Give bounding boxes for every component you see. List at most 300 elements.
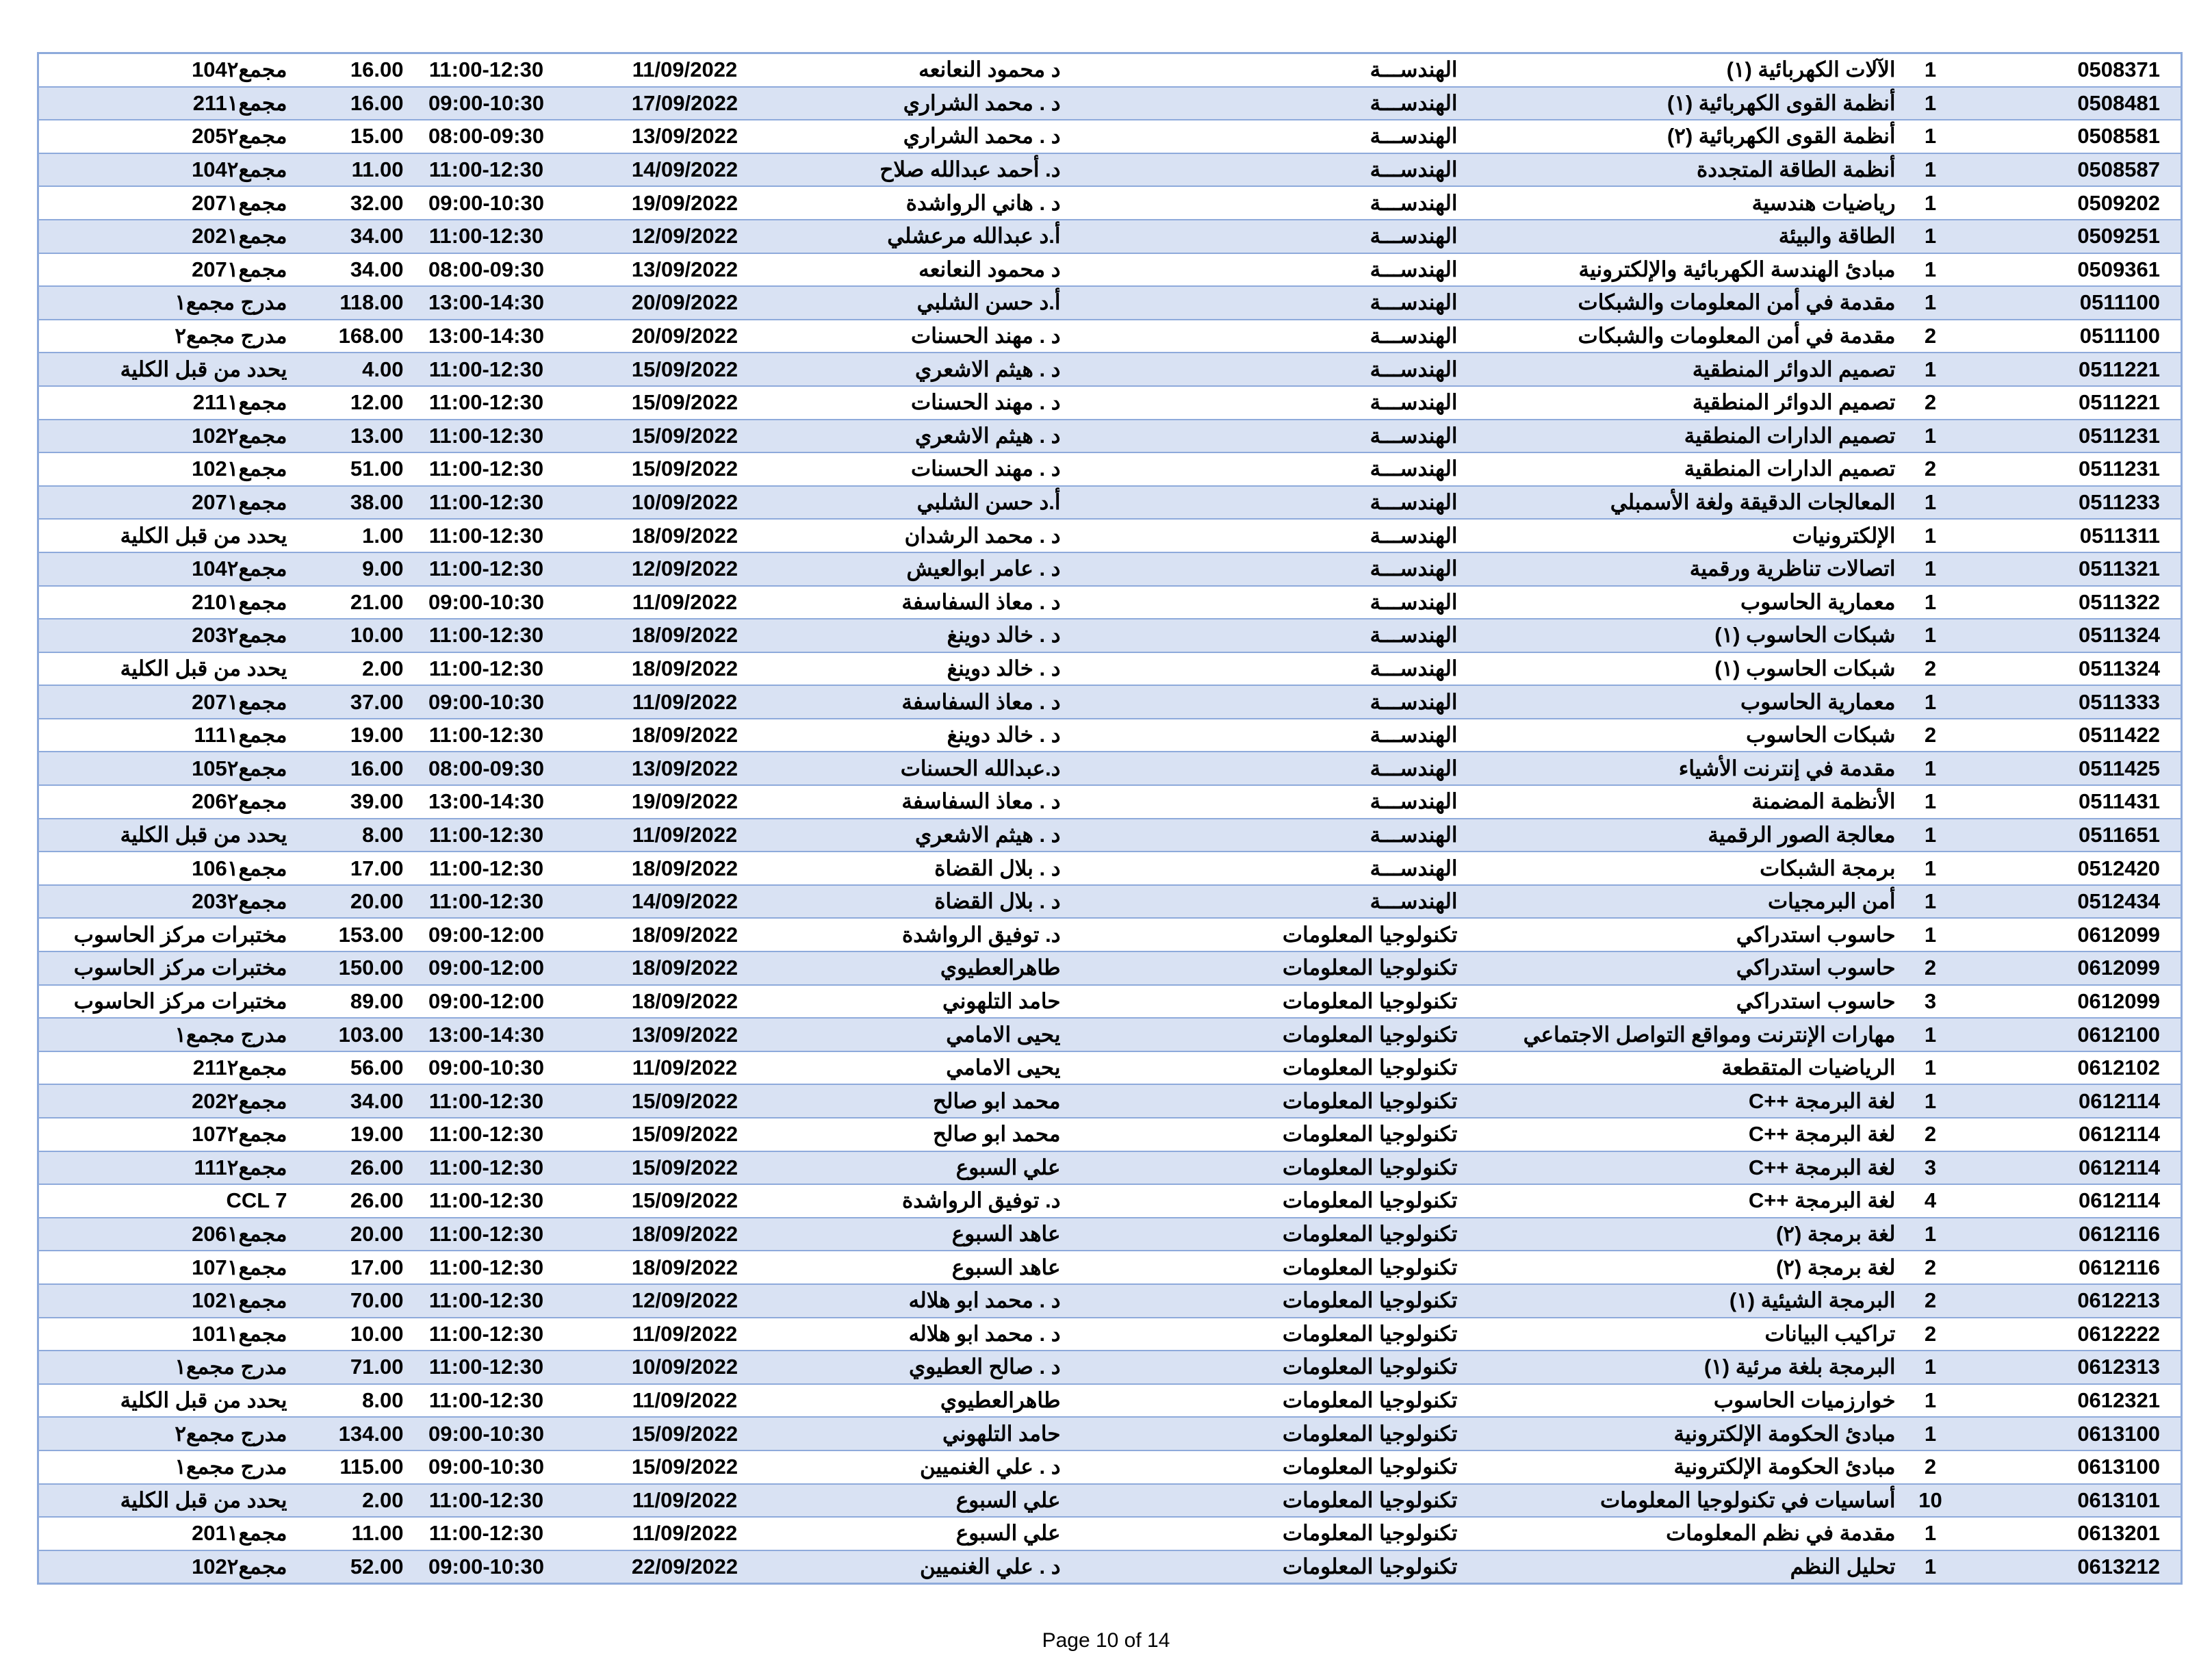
- course-name-cell: الإلكترونيات: [1462, 519, 1900, 552]
- time-cell: 09:00-10:30: [408, 1450, 565, 1484]
- room-cell: مدرج مجمع١: [38, 1450, 292, 1484]
- instructor-cell: أ.د حسن الشلبي: [805, 486, 1065, 520]
- time-cell: 09:00-10:30: [408, 1417, 565, 1450]
- count-cell: 11.00: [292, 1517, 408, 1550]
- section-cell: 1: [1900, 186, 1962, 220]
- table-row: [38, 87, 2182, 120]
- room-cell: 205مجمع٢: [38, 120, 292, 153]
- course-name-cell: لغة البرمجة ++C: [1462, 1084, 1900, 1118]
- course-name-cell: خوارزميات الحاسوب: [1462, 1384, 1900, 1418]
- count-cell: 16.00: [292, 87, 408, 120]
- course-name-cell: لغة البرمجة ++C: [1462, 1118, 1900, 1151]
- section-cell: 1: [1900, 685, 1962, 719]
- date-cell: 11/09/2022: [565, 1318, 805, 1351]
- date-cell: 10/09/2022: [565, 486, 805, 520]
- date-cell: 11/09/2022: [565, 1517, 805, 1550]
- course-name-cell: مقدمة في إنترنت الأشياء: [1462, 752, 1900, 785]
- table-body: [38, 53, 2182, 1584]
- time-cell: 11:00-12:30: [408, 353, 565, 386]
- count-cell: 15.00: [292, 120, 408, 153]
- count-cell: 52.00: [292, 1550, 408, 1584]
- count-cell: 89.00: [292, 985, 408, 1019]
- date-cell: 15/09/2022: [565, 1151, 805, 1185]
- instructor-cell: د محمود النعانعه: [805, 253, 1065, 287]
- count-cell: 10.00: [292, 1318, 408, 1351]
- section-cell: 3: [1900, 985, 1962, 1019]
- course-name-cell: تصميم الدارات المنطقية: [1462, 452, 1900, 486]
- date-cell: 18/09/2022: [565, 985, 805, 1019]
- table-row: [38, 652, 2182, 686]
- table-row: [38, 452, 2182, 486]
- course-name-cell: المعالجات الدقيقة ولغة الأسمبلي: [1462, 486, 1900, 520]
- faculty-cell: تكنولوجيا المعلومات: [1065, 1084, 1462, 1118]
- course-code-cell: 0509251: [1962, 220, 2182, 253]
- instructor-cell: عاهد السبوع: [805, 1251, 1065, 1284]
- section-cell: 1: [1900, 552, 1962, 586]
- faculty-cell: تكنولوجيا المعلومات: [1065, 1318, 1462, 1351]
- section-cell: 4: [1900, 1184, 1962, 1218]
- instructor-cell: علي السبوع: [805, 1517, 1065, 1550]
- date-cell: 13/09/2022: [565, 253, 805, 287]
- date-cell: 18/09/2022: [565, 652, 805, 686]
- time-cell: 11:00-12:30: [408, 1484, 565, 1518]
- room-cell: 201مجمع١: [38, 1517, 292, 1550]
- table-row: [38, 1118, 2182, 1151]
- table-row: [38, 1417, 2182, 1450]
- time-cell: 11:00-12:30: [408, 852, 565, 885]
- date-cell: 18/09/2022: [565, 1251, 805, 1284]
- course-code-cell: 0511321: [1962, 552, 2182, 586]
- instructor-cell: د . هيثم الاشعري: [805, 353, 1065, 386]
- room-cell: 101مجمع١: [38, 1318, 292, 1351]
- count-cell: 34.00: [292, 1084, 408, 1118]
- course-code-cell: 0613201: [1962, 1517, 2182, 1550]
- course-name-cell: أساسيات في تكنولوجيا المعلومات: [1462, 1484, 1900, 1518]
- exam-schedule-table: [37, 52, 2183, 1585]
- time-cell: 11:00-12:30: [408, 1318, 565, 1351]
- faculty-cell: تكنولوجيا المعلومات: [1065, 1218, 1462, 1251]
- table-row: [38, 1018, 2182, 1051]
- section-cell: 2: [1900, 320, 1962, 353]
- room-cell: 107مجمع١: [38, 1251, 292, 1284]
- section-cell: 2: [1900, 652, 1962, 686]
- table-row: [38, 1284, 2182, 1318]
- faculty-cell: الهندســـة: [1065, 420, 1462, 453]
- course-name-cell: مقدمة في نظم المعلومات: [1462, 1517, 1900, 1550]
- time-cell: 09:00-12:00: [408, 918, 565, 951]
- time-cell: 11:00-12:30: [408, 619, 565, 652]
- faculty-cell: تكنولوجيا المعلومات: [1065, 1251, 1462, 1284]
- section-cell: 2: [1900, 1318, 1962, 1351]
- time-cell: 11:00-12:30: [408, 452, 565, 486]
- count-cell: 10.00: [292, 619, 408, 652]
- instructor-cell: د . علي الغنميين: [805, 1550, 1065, 1584]
- time-cell: 11:00-12:30: [408, 486, 565, 520]
- count-cell: 115.00: [292, 1450, 408, 1484]
- course-code-cell: 0612114: [1962, 1118, 2182, 1151]
- count-cell: 34.00: [292, 220, 408, 253]
- room-cell: يحدد من قبل الكلية: [38, 353, 292, 386]
- table-row: [38, 951, 2182, 985]
- room-cell: 211مجمع٢: [38, 1051, 292, 1085]
- course-name-cell: أنظمة الطاقة المتجددة: [1462, 153, 1900, 187]
- section-cell: 2: [1900, 386, 1962, 420]
- instructor-cell: حامد التلهوني: [805, 1417, 1065, 1450]
- section-cell: 1: [1900, 120, 1962, 153]
- date-cell: 20/09/2022: [565, 320, 805, 353]
- course-code-cell: 0612313: [1962, 1351, 2182, 1384]
- faculty-cell: تكنولوجيا المعلومات: [1065, 1450, 1462, 1484]
- table-row: [38, 586, 2182, 619]
- date-cell: 11/09/2022: [565, 1384, 805, 1418]
- instructor-cell: أ.د حسن الشلبي: [805, 286, 1065, 320]
- course-code-cell: 0512434: [1962, 885, 2182, 919]
- time-cell: 11:00-12:30: [408, 1218, 565, 1251]
- room-cell: 211مجمع١: [38, 87, 292, 120]
- time-cell: 11:00-12:30: [408, 1384, 565, 1418]
- course-code-cell: 0612321: [1962, 1384, 2182, 1418]
- room-cell: مختبرات مركز الحاسوب: [38, 951, 292, 985]
- room-cell: يحدد من قبل الكلية: [38, 819, 292, 852]
- faculty-cell: الهندســـة: [1065, 552, 1462, 586]
- count-cell: 17.00: [292, 1251, 408, 1284]
- section-cell: 1: [1900, 752, 1962, 785]
- section-cell: 1: [1900, 918, 1962, 951]
- course-name-cell: أنظمة القوى الكهربائية (٢): [1462, 120, 1900, 153]
- count-cell: 19.00: [292, 719, 408, 752]
- count-cell: 21.00: [292, 586, 408, 619]
- time-cell: 11:00-12:30: [408, 652, 565, 686]
- room-cell: يحدد من قبل الكلية: [38, 519, 292, 552]
- count-cell: 9.00: [292, 552, 408, 586]
- time-cell: 11:00-12:30: [408, 1351, 565, 1384]
- time-cell: 11:00-12:30: [408, 719, 565, 752]
- room-cell: 104مجمع٢: [38, 153, 292, 187]
- faculty-cell: الهندســـة: [1065, 852, 1462, 885]
- count-cell: 51.00: [292, 452, 408, 486]
- course-code-cell: 0511231: [1962, 420, 2182, 453]
- faculty-cell: الهندســـة: [1065, 220, 1462, 253]
- time-cell: 09:00-10:30: [408, 685, 565, 719]
- table-row: [38, 1151, 2182, 1185]
- page-number: Page 10 of 14: [1042, 1629, 1170, 1652]
- instructor-cell: د . بلال القضاة: [805, 852, 1065, 885]
- room-cell: مختبرات مركز الحاسوب: [38, 918, 292, 951]
- instructor-cell: د. أحمد عبدالله صلاح: [805, 153, 1065, 187]
- faculty-cell: تكنولوجيا المعلومات: [1065, 1184, 1462, 1218]
- date-cell: 15/09/2022: [565, 386, 805, 420]
- section-cell: 2: [1900, 951, 1962, 985]
- faculty-cell: تكنولوجيا المعلومات: [1065, 1484, 1462, 1518]
- course-name-cell: شبكات الحاسوب: [1462, 719, 1900, 752]
- course-name-cell: تصميم الدوائر المنطقية: [1462, 353, 1900, 386]
- room-cell: 210مجمع١: [38, 586, 292, 619]
- date-cell: 11/09/2022: [565, 1051, 805, 1085]
- table-row: [38, 253, 2182, 287]
- time-cell: 08:00-09:30: [408, 120, 565, 153]
- section-cell: 2: [1900, 719, 1962, 752]
- time-cell: 11:00-12:30: [408, 1184, 565, 1218]
- instructor-cell: د . علي الغنميين: [805, 1450, 1065, 1484]
- count-cell: 12.00: [292, 386, 408, 420]
- faculty-cell: الهندســـة: [1065, 53, 1462, 87]
- table-row: [38, 519, 2182, 552]
- section-cell: 1: [1900, 619, 1962, 652]
- count-cell: 118.00: [292, 286, 408, 320]
- course-code-cell: 0511322: [1962, 586, 2182, 619]
- count-cell: 38.00: [292, 486, 408, 520]
- course-code-cell: 0511221: [1962, 386, 2182, 420]
- course-code-cell: 0612222: [1962, 1318, 2182, 1351]
- time-cell: 11:00-12:30: [408, 819, 565, 852]
- room-cell: 206مجمع١: [38, 1218, 292, 1251]
- course-code-cell: 0511651: [1962, 819, 2182, 852]
- course-code-cell: 0511431: [1962, 785, 2182, 819]
- table-row: [38, 286, 2182, 320]
- count-cell: 17.00: [292, 852, 408, 885]
- course-name-cell: مبادئ الهندسة الكهربائية والإلكترونية: [1462, 253, 1900, 287]
- course-name-cell: الرياضيات المتقطعة: [1462, 1051, 1900, 1085]
- course-code-cell: 0509202: [1962, 186, 2182, 220]
- time-cell: 13:00-14:30: [408, 785, 565, 819]
- instructor-cell: حامد التلهوني: [805, 985, 1065, 1019]
- table-row: [38, 220, 2182, 253]
- course-name-cell: لغة برمجة (٢): [1462, 1218, 1900, 1251]
- date-cell: 17/09/2022: [565, 87, 805, 120]
- room-cell: يحدد من قبل الكلية: [38, 1484, 292, 1518]
- time-cell: 09:00-12:00: [408, 985, 565, 1019]
- count-cell: 19.00: [292, 1118, 408, 1151]
- course-code-cell: 0612114: [1962, 1184, 2182, 1218]
- table-row: [38, 153, 2182, 187]
- date-cell: 15/09/2022: [565, 1417, 805, 1450]
- faculty-cell: الهندســـة: [1065, 785, 1462, 819]
- course-code-cell: 0508481: [1962, 87, 2182, 120]
- course-code-cell: 0612114: [1962, 1151, 2182, 1185]
- count-cell: 16.00: [292, 752, 408, 785]
- table-row: [38, 885, 2182, 919]
- date-cell: 11/09/2022: [565, 53, 805, 87]
- course-name-cell: أنظمة القوى الكهربائية (١): [1462, 87, 1900, 120]
- faculty-cell: الهندســـة: [1065, 885, 1462, 919]
- table-row: [38, 785, 2182, 819]
- room-cell: 202مجمع٢: [38, 1084, 292, 1118]
- section-cell: 1: [1900, 586, 1962, 619]
- instructor-cell: د . محمد الشراري: [805, 120, 1065, 153]
- room-cell: 207مجمع١: [38, 253, 292, 287]
- room-cell: مدرج مجمع٢: [38, 1417, 292, 1450]
- count-cell: 8.00: [292, 1384, 408, 1418]
- section-cell: 1: [1900, 1018, 1962, 1051]
- course-code-cell: 0511311: [1962, 519, 2182, 552]
- count-cell: 20.00: [292, 885, 408, 919]
- course-name-cell: حاسوب استدراكي: [1462, 985, 1900, 1019]
- faculty-cell: الهندســـة: [1065, 719, 1462, 752]
- instructor-cell: طاهرالعطيوي: [805, 1384, 1065, 1418]
- time-cell: 11:00-12:30: [408, 1118, 565, 1151]
- instructor-cell: يحيى الامامي: [805, 1051, 1065, 1085]
- time-cell: 11:00-12:30: [408, 220, 565, 253]
- course-name-cell: تصميم الدارات المنطقية: [1462, 420, 1900, 453]
- course-name-cell: الأنظمة المضمنة: [1462, 785, 1900, 819]
- faculty-cell: الهندســـة: [1065, 619, 1462, 652]
- course-code-cell: 0613100: [1962, 1417, 2182, 1450]
- table-row: [38, 918, 2182, 951]
- section-cell: 1: [1900, 1051, 1962, 1085]
- table-row: [38, 1084, 2182, 1118]
- faculty-cell: الهندســـة: [1065, 652, 1462, 686]
- date-cell: 15/09/2022: [565, 1450, 805, 1484]
- course-code-cell: 0511233: [1962, 486, 2182, 520]
- faculty-cell: الهندســـة: [1065, 153, 1462, 187]
- faculty-cell: تكنولوجيا المعلومات: [1065, 918, 1462, 951]
- time-cell: 11:00-12:30: [408, 53, 565, 87]
- table-row: [38, 1351, 2182, 1384]
- date-cell: 18/09/2022: [565, 852, 805, 885]
- faculty-cell: تكنولوجيا المعلومات: [1065, 1351, 1462, 1384]
- count-cell: 26.00: [292, 1151, 408, 1185]
- course-code-cell: 0612102: [1962, 1051, 2182, 1085]
- course-name-cell: اتصالات تناظرية ورقمية: [1462, 552, 1900, 586]
- faculty-cell: الهندســـة: [1065, 286, 1462, 320]
- course-code-cell: 0508581: [1962, 120, 2182, 153]
- table-row: [38, 752, 2182, 785]
- time-cell: 09:00-10:30: [408, 1550, 565, 1584]
- count-cell: 56.00: [292, 1051, 408, 1085]
- date-cell: 11/09/2022: [565, 1484, 805, 1518]
- count-cell: 4.00: [292, 353, 408, 386]
- section-cell: 2: [1900, 1450, 1962, 1484]
- count-cell: 11.00: [292, 153, 408, 187]
- course-code-cell: 0613212: [1962, 1550, 2182, 1584]
- room-cell: مدرج مجمع١: [38, 1351, 292, 1384]
- instructor-cell: د . معاذ السفاسفة: [805, 685, 1065, 719]
- date-cell: 20/09/2022: [565, 286, 805, 320]
- room-cell: 202مجمع١: [38, 220, 292, 253]
- count-cell: 71.00: [292, 1351, 408, 1384]
- count-cell: 2.00: [292, 1484, 408, 1518]
- room-cell: 211مجمع١: [38, 386, 292, 420]
- faculty-cell: تكنولوجيا المعلومات: [1065, 1018, 1462, 1051]
- section-cell: 1: [1900, 519, 1962, 552]
- time-cell: 11:00-12:30: [408, 153, 565, 187]
- course-name-cell: تصميم الدوائر المنطقية: [1462, 386, 1900, 420]
- section-cell: 1: [1900, 153, 1962, 187]
- table-row: [38, 985, 2182, 1019]
- course-name-cell: الآلات الكهربائية (١): [1462, 53, 1900, 87]
- section-cell: 1: [1900, 1351, 1962, 1384]
- course-name-cell: حاسوب استدراكي: [1462, 918, 1900, 951]
- instructor-cell: د. توفيق الرواشدة: [805, 1184, 1065, 1218]
- section-cell: 1: [1900, 420, 1962, 453]
- faculty-cell: تكنولوجيا المعلومات: [1065, 1051, 1462, 1085]
- course-code-cell: 0612116: [1962, 1218, 2182, 1251]
- instructor-cell: د . معاذ السفاسفة: [805, 785, 1065, 819]
- count-cell: 168.00: [292, 320, 408, 353]
- count-cell: 34.00: [292, 253, 408, 287]
- room-cell: CCL 7: [38, 1184, 292, 1218]
- section-cell: 1: [1900, 286, 1962, 320]
- course-name-cell: معالجة الصور الرقمية: [1462, 819, 1900, 852]
- course-name-cell: البرمجة بلغة مرئية (١): [1462, 1351, 1900, 1384]
- course-code-cell: 0612116: [1962, 1251, 2182, 1284]
- section-cell: 1: [1900, 1517, 1962, 1550]
- instructor-cell: د . محمد الرشدان: [805, 519, 1065, 552]
- instructor-cell: عاهد السبوع: [805, 1218, 1065, 1251]
- table-row: [38, 386, 2182, 420]
- room-cell: يحدد من قبل الكلية: [38, 652, 292, 686]
- table-row: [38, 685, 2182, 719]
- course-name-cell: لغة البرمجة ++C: [1462, 1151, 1900, 1185]
- course-code-cell: 0612114: [1962, 1084, 2182, 1118]
- faculty-cell: الهندســـة: [1065, 253, 1462, 287]
- room-cell: 102مجمع١: [38, 1284, 292, 1318]
- time-cell: 09:00-10:30: [408, 186, 565, 220]
- section-cell: 2: [1900, 1118, 1962, 1151]
- table-row: [38, 420, 2182, 453]
- date-cell: 18/09/2022: [565, 619, 805, 652]
- course-name-cell: برمجة الشبكات: [1462, 852, 1900, 885]
- course-name-cell: مهارات الإنترنت ومواقع التواصل الاجتماعي: [1462, 1018, 1900, 1051]
- time-cell: 13:00-14:30: [408, 320, 565, 353]
- count-cell: 2.00: [292, 652, 408, 686]
- section-cell: 1: [1900, 486, 1962, 520]
- course-name-cell: تراكيب البيانات: [1462, 1318, 1900, 1351]
- count-cell: 70.00: [292, 1284, 408, 1318]
- room-cell: 104مجمع٢: [38, 552, 292, 586]
- room-cell: 111مجمع١: [38, 719, 292, 752]
- table-row: [38, 1184, 2182, 1218]
- section-cell: 1: [1900, 87, 1962, 120]
- table-row: [38, 552, 2182, 586]
- instructor-cell: د . خالد دوينغ: [805, 619, 1065, 652]
- faculty-cell: الهندســـة: [1065, 87, 1462, 120]
- instructor-cell: د . خالد دوينغ: [805, 652, 1065, 686]
- date-cell: 15/09/2022: [565, 452, 805, 486]
- faculty-cell: تكنولوجيا المعلومات: [1065, 1417, 1462, 1450]
- room-cell: 107مجمع٢: [38, 1118, 292, 1151]
- time-cell: 11:00-12:30: [408, 1084, 565, 1118]
- count-cell: 37.00: [292, 685, 408, 719]
- table-row: [38, 486, 2182, 520]
- section-cell: 1: [1900, 353, 1962, 386]
- date-cell: 15/09/2022: [565, 420, 805, 453]
- count-cell: 134.00: [292, 1417, 408, 1450]
- time-cell: 11:00-12:30: [408, 386, 565, 420]
- count-cell: 39.00: [292, 785, 408, 819]
- instructor-cell: د . محمد الشراري: [805, 87, 1065, 120]
- instructor-cell: د . هيثم الاشعري: [805, 420, 1065, 453]
- course-name-cell: مقدمة في أمن المعلومات والشبكات: [1462, 286, 1900, 320]
- date-cell: 15/09/2022: [565, 1118, 805, 1151]
- course-code-cell: 0511324: [1962, 619, 2182, 652]
- date-cell: 11/09/2022: [565, 685, 805, 719]
- faculty-cell: الهندســـة: [1065, 120, 1462, 153]
- table-row: [38, 53, 2182, 87]
- section-cell: 1: [1900, 1084, 1962, 1118]
- course-code-cell: 0511231: [1962, 452, 2182, 486]
- table-row: [38, 1051, 2182, 1085]
- section-cell: 2: [1900, 452, 1962, 486]
- time-cell: 09:00-10:30: [408, 87, 565, 120]
- instructor-cell: د . خالد دوينغ: [805, 719, 1065, 752]
- instructor-cell: د . مهند الحسنات: [805, 320, 1065, 353]
- course-name-cell: حاسوب استدراكي: [1462, 951, 1900, 985]
- faculty-cell: الهندســـة: [1065, 586, 1462, 619]
- date-cell: 15/09/2022: [565, 1084, 805, 1118]
- course-name-cell: رياضيات هندسية: [1462, 186, 1900, 220]
- table-row: [38, 1484, 2182, 1518]
